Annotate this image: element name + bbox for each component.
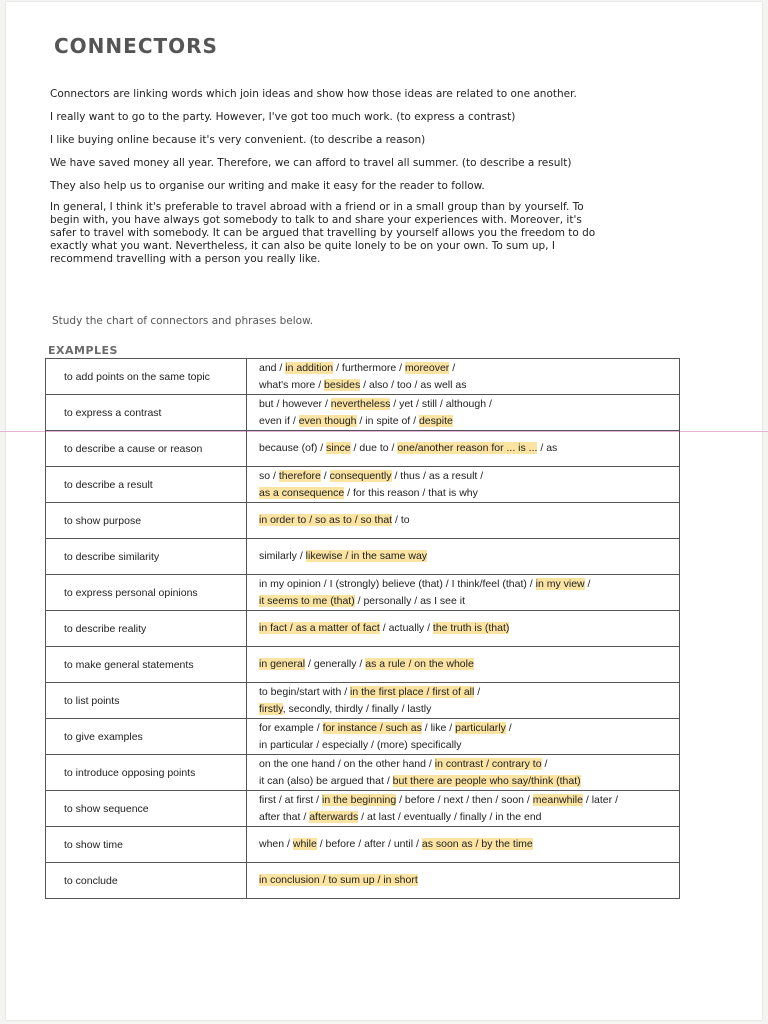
table-row xyxy=(46,683,680,719)
page-title: CONNECTORS xyxy=(54,34,218,58)
phrase-line xyxy=(259,792,679,809)
phrase-text: / thus / as a result / xyxy=(391,469,484,482)
phrases-cell xyxy=(247,467,680,503)
highlighted-phrase: in conclusion / to sum up / in short xyxy=(259,874,418,886)
table-row xyxy=(46,719,680,755)
highlighted-phrase: in addition xyxy=(285,361,334,374)
table-row xyxy=(46,467,680,503)
highlighted-phrase: in the beginning xyxy=(322,793,397,806)
table-row xyxy=(46,647,680,683)
phrase-text: / xyxy=(505,721,512,734)
function-cell: to express a contrast xyxy=(46,395,247,431)
phrases-cell xyxy=(247,863,680,899)
phrase-line xyxy=(259,773,679,790)
phrase-line xyxy=(259,809,679,826)
highlighted-phrase: afterwards xyxy=(309,810,359,823)
phrase-text: and / xyxy=(259,361,286,374)
phrases-cell xyxy=(247,503,680,539)
phrase-text: / furthermore / xyxy=(333,361,405,374)
table-row xyxy=(46,503,680,539)
highlighted-phrase: since xyxy=(326,442,351,454)
highlighted-phrase: despite xyxy=(418,414,453,427)
highlighted-phrase: moreover xyxy=(404,361,450,374)
phrase-text: / xyxy=(320,469,330,482)
example-paragraph: In general, I think it's preferable to travel abroad with a friend or in a small group than by yourself. To begin with, you have always got somebody to talk to and share your experiences with. Moreover, it's safer to travel with somebody. It can be argued that travelling by yourself allows you the freedom to do exactly what you want. Nevertheless, it can also be quite lonely to be on your own. To sum up, I recommend travelling with a person you really like. xyxy=(50,201,596,265)
phrase-text: / for this reason / that is why xyxy=(344,486,478,499)
function-cell: to describe a result xyxy=(46,467,247,503)
highlighted-phrase: as soon as / by the time xyxy=(421,838,533,850)
highlighted-phrase: as a consequence xyxy=(259,486,345,499)
phrase-line xyxy=(259,593,679,610)
phrase-text: , secondly, thirdly / finally / lastly xyxy=(282,702,432,715)
example-sentence: We have saved money all year. Therefore, we can afford to travel all summer. (to describe a result) xyxy=(50,157,572,169)
phrase-line xyxy=(259,684,679,701)
phrase-line xyxy=(259,620,679,637)
phrase-text: to begin/start with / xyxy=(259,685,351,698)
function-cell: to describe a cause or reason xyxy=(46,431,247,467)
phrase-line xyxy=(259,656,679,673)
phrase-line xyxy=(259,468,679,485)
phrase-line xyxy=(259,440,679,457)
phrase-line xyxy=(259,396,679,413)
highlighted-phrase: it seems to me (that) xyxy=(259,594,355,607)
function-cell: to show purpose xyxy=(46,503,247,539)
phrases-cell xyxy=(247,719,680,755)
phrases-cell xyxy=(247,755,680,791)
phrase-text: / xyxy=(584,577,591,590)
function-cell: to introduce opposing points xyxy=(46,755,247,791)
intro-section xyxy=(50,87,610,275)
table-row xyxy=(46,359,680,395)
table-row xyxy=(46,755,680,791)
phrases-cell xyxy=(247,827,680,863)
phrase-line xyxy=(259,576,679,593)
phrases-cell xyxy=(247,683,680,719)
table-row xyxy=(46,395,680,431)
phrase-line xyxy=(259,836,679,853)
phrases-cell xyxy=(247,539,680,575)
phrase-line xyxy=(259,872,679,889)
phrase-text: what's more / xyxy=(259,378,325,391)
highlighted-phrase: in the first place / first of all xyxy=(350,685,475,698)
function-cell: to conclude xyxy=(46,863,247,899)
phrase-text: / due to / xyxy=(350,442,398,454)
phrase-text: in particular / especially / (more) specifically xyxy=(259,738,462,751)
highlighted-phrase: but there are people who say/think (that) xyxy=(392,774,581,787)
phrase-text: first / at first / xyxy=(259,793,323,806)
phrase-text: it can (also) be argued that / xyxy=(259,774,393,787)
highlighted-phrase: even though xyxy=(298,414,357,427)
phrase-text: / to xyxy=(392,514,410,526)
phrase-text: / as xyxy=(537,442,558,454)
phrase-text: for example / xyxy=(259,721,323,734)
phrase-text: so / xyxy=(259,469,279,482)
phrase-line xyxy=(259,737,679,754)
function-cell: to give examples xyxy=(46,719,247,755)
function-cell: to describe reality xyxy=(46,611,247,647)
highlighted-phrase: firstly xyxy=(259,702,283,715)
highlighted-phrase: as a rule / on the whole xyxy=(365,658,474,670)
phrase-text: / in spite of / xyxy=(356,414,419,427)
phrase-line xyxy=(259,701,679,718)
phrase-text: because (of) / xyxy=(259,442,327,454)
study-instruction: Study the chart of connectors and phrases below. xyxy=(52,315,314,327)
phrases-cell xyxy=(247,611,680,647)
phrases-cell xyxy=(247,431,680,467)
definition-text: Connectors are linking words which join ideas and show how those ideas are related to one another. xyxy=(50,88,577,100)
highlighted-phrase: in general xyxy=(259,658,306,670)
function-cell: to express personal opinions xyxy=(46,575,247,611)
phrase-text: even if / xyxy=(259,414,299,427)
phrase-text: / generally / xyxy=(305,658,366,670)
table-row xyxy=(46,791,680,827)
table-row xyxy=(46,611,680,647)
phrase-text: similarly / xyxy=(259,550,306,562)
highlighted-phrase: besides xyxy=(324,378,361,391)
phrase-text: / yet / still / although / xyxy=(390,397,492,410)
phrase-text: / later / xyxy=(582,793,618,806)
highlighted-phrase: in contrast / contrary to xyxy=(434,757,542,770)
phrase-text: / before / next / then / soon / xyxy=(396,793,533,806)
phrase-line xyxy=(259,512,679,529)
phrase-line xyxy=(259,413,679,430)
phrase-line xyxy=(259,720,679,737)
phrase-text: / also / too / as well as xyxy=(360,378,467,391)
phrase-text: when / xyxy=(259,838,293,850)
table-row xyxy=(46,575,680,611)
phrase-text: / xyxy=(449,361,456,374)
phrase-text: in my opinion / I (strongly) believe (that) / I think/feel (that) / xyxy=(259,577,536,590)
function-cell: to show time xyxy=(46,827,247,863)
function-cell: to add points on the same topic xyxy=(46,359,247,395)
function-cell: to describe similarity xyxy=(46,539,247,575)
phrase-line xyxy=(259,756,679,773)
phrase-text: on the one hand / on the other hand / xyxy=(259,757,435,770)
phrase-line xyxy=(259,485,679,502)
function-cell: to show sequence xyxy=(46,791,247,827)
examples-label: EXAMPLES xyxy=(48,344,118,357)
highlighted-phrase: meanwhile xyxy=(532,793,583,806)
highlighted-phrase: the truth is (that) xyxy=(432,622,510,634)
highlighted-phrase: while xyxy=(292,838,317,850)
phrase-text: / before / after / until / xyxy=(316,838,422,850)
table-row xyxy=(46,863,680,899)
highlighted-phrase: therefore xyxy=(278,469,321,482)
phrases-cell xyxy=(247,575,680,611)
connectors-table xyxy=(45,358,680,899)
phrases-cell xyxy=(247,395,680,431)
table-row xyxy=(46,431,680,467)
phrase-line xyxy=(259,548,679,565)
phrase-text: / actually / xyxy=(379,622,433,634)
phrase-text: / personally / as I see it xyxy=(354,594,466,607)
highlighted-phrase: particularly xyxy=(455,721,506,734)
phrase-text: / like / xyxy=(421,721,456,734)
table-row xyxy=(46,539,680,575)
phrases-cell xyxy=(247,647,680,683)
phrase-text: after that / xyxy=(259,810,310,823)
phrase-text: / at last / eventually / finally / in the end xyxy=(358,810,542,823)
example-sentence: I really want to go to the party. However, I've got too much work. (to express a contrast) xyxy=(50,111,516,123)
example-sentence: I like buying online because it's very convenient. (to describe a reason) xyxy=(50,134,426,146)
phrase-line xyxy=(259,377,679,394)
function-cell: to list points xyxy=(46,683,247,719)
phrases-cell xyxy=(247,791,680,827)
organise-text: They also help us to organise our writing and make it easy for the reader to follow. xyxy=(50,180,485,192)
highlighted-phrase: nevertheless xyxy=(330,397,391,410)
highlighted-phrase: consequently xyxy=(329,469,392,482)
phrases-cell xyxy=(247,359,680,395)
table-row xyxy=(46,827,680,863)
phrase-text: / xyxy=(541,757,548,770)
highlighted-phrase: likewise / in the same way xyxy=(305,550,428,562)
highlighted-phrase: in my view xyxy=(535,577,585,590)
phrase-line xyxy=(259,360,679,377)
function-cell: to make general statements xyxy=(46,647,247,683)
highlighted-phrase: in order to / so as to / so that xyxy=(259,514,393,526)
phrase-text: / xyxy=(474,685,481,698)
highlighted-phrase: for instance / such as xyxy=(322,721,422,734)
highlighted-phrase: in fact / as a matter of fact xyxy=(259,622,380,634)
phrase-text: but / however / xyxy=(259,397,331,410)
highlighted-phrase: one/another reason for ... is ... xyxy=(397,442,538,454)
